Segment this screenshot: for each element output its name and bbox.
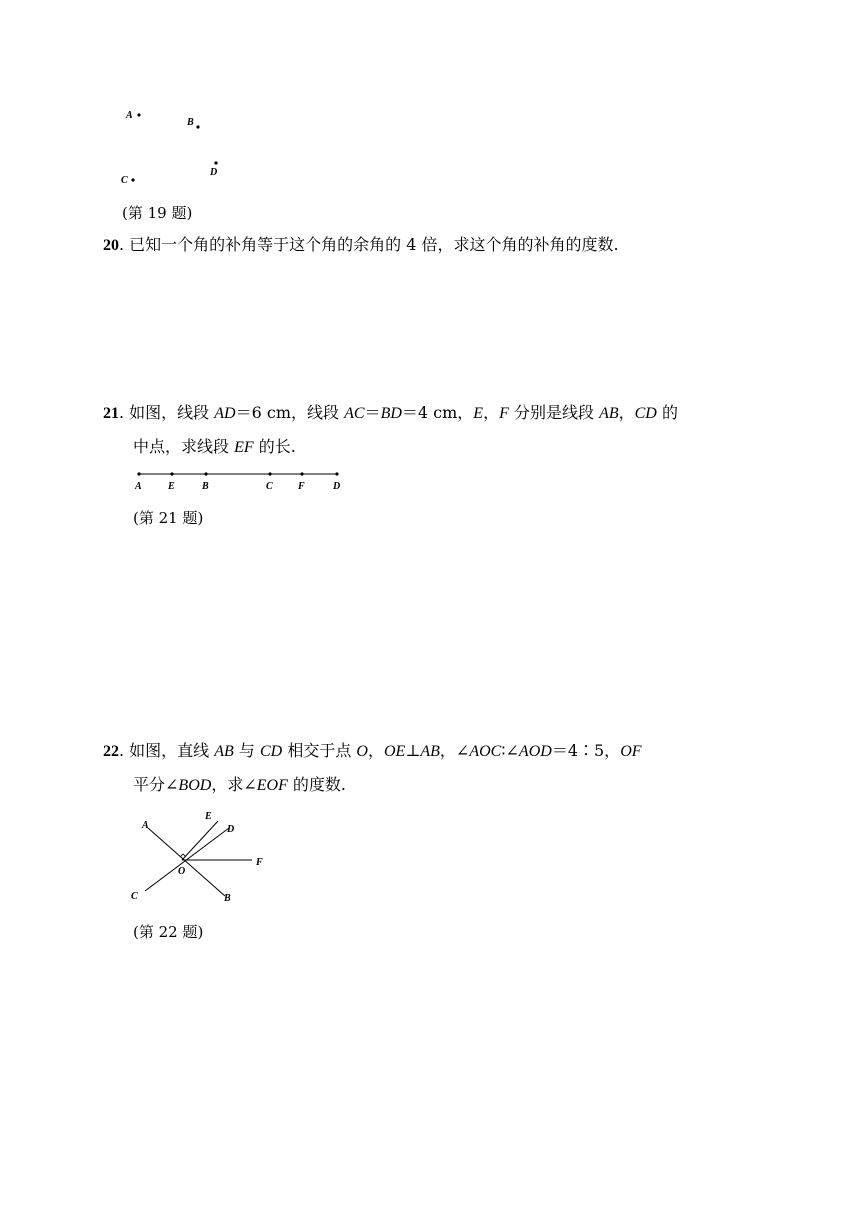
text-segment: ，求∠ bbox=[211, 775, 257, 794]
text-segment: 的 bbox=[656, 403, 678, 422]
var-ab: AB bbox=[214, 743, 234, 760]
label-d: D bbox=[227, 824, 235, 835]
var-ac: AC bbox=[344, 405, 365, 422]
right-angle-mark bbox=[180, 854, 186, 857]
label-d: D bbox=[333, 481, 341, 492]
label-e: E bbox=[205, 811, 212, 822]
text-segment: 分别是线段 bbox=[508, 403, 600, 422]
text-segment: 与 bbox=[233, 741, 260, 760]
var-aoc: AOC bbox=[469, 743, 502, 760]
text-segment: ＝ bbox=[364, 403, 381, 422]
figure-21-caption: (第 21 题) bbox=[133, 509, 204, 527]
text-segment: ＝4∶5， bbox=[551, 741, 621, 760]
point-b bbox=[204, 472, 207, 475]
var-o: O bbox=[356, 743, 368, 760]
point-b bbox=[196, 125, 199, 128]
var-oe: OE bbox=[384, 743, 406, 760]
var-f: F bbox=[499, 405, 509, 422]
text-segment: 中点，求线段 bbox=[133, 437, 235, 456]
label-e: E bbox=[168, 481, 175, 492]
label-b: B bbox=[202, 481, 209, 492]
var-ab: AB bbox=[599, 405, 619, 422]
label-a: A bbox=[135, 481, 142, 492]
text-segment: 相交于点 bbox=[282, 741, 357, 760]
point-f bbox=[300, 472, 303, 475]
text-segment: ⊥ bbox=[405, 741, 421, 760]
var-ef: EF bbox=[234, 439, 254, 456]
label-b: B bbox=[224, 893, 231, 904]
line-ab bbox=[148, 828, 225, 896]
figure-19-caption: (第 19 题) bbox=[122, 204, 193, 222]
text-segment: 平分∠ bbox=[133, 775, 179, 794]
var-aod: AOD bbox=[518, 743, 552, 760]
label-f: F bbox=[298, 481, 305, 492]
point-c bbox=[131, 178, 134, 181]
question-22-number: 22 bbox=[103, 743, 119, 760]
var-e: E bbox=[473, 405, 484, 422]
label-f: F bbox=[256, 857, 263, 868]
var-ab: AB bbox=[420, 743, 440, 760]
text-segment: 的度数. bbox=[287, 775, 347, 794]
point-a-label: A bbox=[126, 110, 133, 121]
figure-22-lines bbox=[125, 805, 275, 910]
question-20-number: 20 bbox=[103, 237, 119, 254]
question-22-line-1: 22. 如图，直线 AB 与 CD 相交于点 O，OE⊥AB，∠AOC∶∠AOD＝4∶5，OF bbox=[103, 741, 642, 760]
point-e bbox=[170, 472, 173, 475]
point-c bbox=[268, 472, 271, 475]
label-c: C bbox=[131, 891, 138, 902]
question-20: 20. 已知一个角的补角等于这个角的余角的 4 倍，求这个角的补角的度数. bbox=[103, 235, 619, 254]
question-22-line-2 bbox=[133, 775, 346, 796]
var-eof: EOF bbox=[256, 777, 288, 794]
figure-22-caption: (第 22 题) bbox=[133, 923, 204, 941]
text-segment: ，∠ bbox=[439, 741, 470, 760]
figure-19-points bbox=[115, 100, 235, 195]
question-20-text: 已知一个角的补角等于这个角的余角的 4 倍，求这个角的补角的度数. bbox=[129, 235, 619, 254]
question-21-line-2 bbox=[133, 437, 296, 458]
figure-21-segment bbox=[128, 465, 353, 495]
text-segment: 如图，直线 bbox=[129, 741, 215, 760]
var-of: OF bbox=[620, 743, 642, 760]
var-ad: AD bbox=[214, 405, 236, 422]
text-segment: ， bbox=[618, 403, 635, 422]
text-segment: ＝4 cm， bbox=[401, 403, 474, 422]
point-a bbox=[137, 113, 140, 116]
point-d-label: D bbox=[210, 167, 218, 178]
question-21-number: 21 bbox=[103, 405, 119, 422]
point-d bbox=[335, 472, 338, 475]
var-cd: CD bbox=[260, 743, 283, 760]
question-21-line-1: 21. 如图，线段 AD＝6 cm，线段 AC＝BD＝4 cm，E，F 分别是线段 AB，CD 的 bbox=[103, 403, 678, 422]
label-a: A bbox=[142, 820, 149, 831]
var-bod: BOD bbox=[178, 777, 212, 794]
text-segment: 如图，线段 bbox=[129, 403, 215, 422]
var-cd: CD bbox=[634, 405, 657, 422]
text-segment: ， bbox=[367, 741, 384, 760]
text-segment: ∶∠ bbox=[501, 741, 519, 760]
point-a bbox=[137, 472, 140, 475]
text-segment: ＝6 cm，线段 bbox=[235, 403, 345, 422]
point-c-label: C bbox=[121, 175, 128, 186]
text-segment: 的长. bbox=[253, 437, 296, 456]
point-d bbox=[214, 161, 217, 164]
label-c: C bbox=[266, 481, 273, 492]
point-b-label: B bbox=[187, 117, 194, 128]
label-o: O bbox=[178, 866, 186, 877]
text-segment: ， bbox=[483, 403, 500, 422]
var-bd: BD bbox=[380, 405, 402, 422]
